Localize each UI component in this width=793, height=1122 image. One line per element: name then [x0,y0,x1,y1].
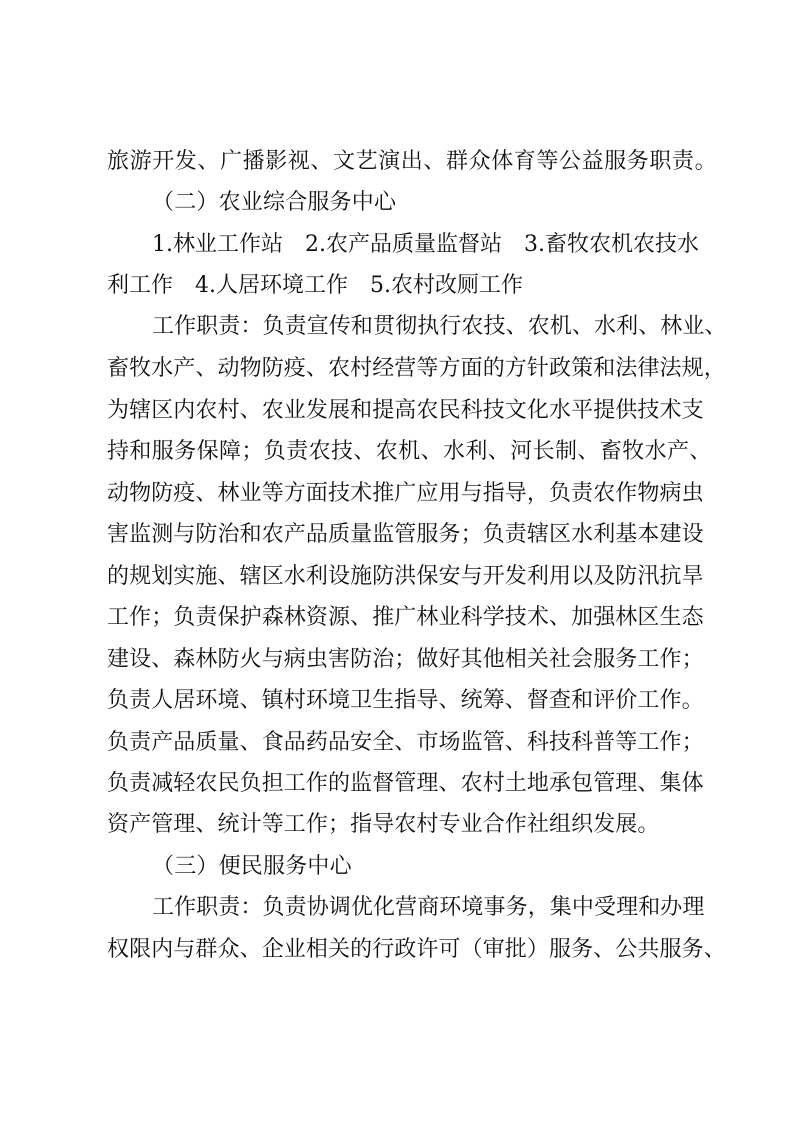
unit-list-line [107,271,793,301]
unit-list-line [152,230,793,260]
paragraph-line: 持和服务保障；负责农技、农机、水利、河长制、畜牧水产、 [107,439,712,464]
unit-item: 2.农产品质量监督站 [305,232,502,257]
paragraph-line: 害监测与防治和农产品质量监管服务；负责辖区水利基本建设 [107,522,704,547]
paragraph-line: 负责人居环境、镇村环境卫生指导、统筹、督查和评价工作。 [107,688,704,713]
paragraph-line: 负责减轻农民负担工作的监督管理、农村土地承包管理、集体 [107,771,704,796]
section-heading-service-center: （三）便民服务中心 [152,854,352,879]
paragraph-line: 资产管理、统计等工作；指导农村专业合作社组织发展。 [107,812,660,837]
unit-item: 利工作 [107,273,174,298]
paragraph-line: 工作职责：负责协调优化营商环境事务，集中受理和办理 [152,895,705,920]
paragraph-line: 工作；负责保护森林资源、推广林业科学技术、加强林区生态 [107,605,704,630]
section-heading-agriculture: （二）农业综合服务中心 [152,190,397,215]
paragraph-line: 旅游开发、广播影视、文艺演出、群众体育等公益服务职责。 [107,149,718,174]
paragraph-line: 负责产品质量、食品药品安全、市场监管、科技科普等工作； [107,730,704,755]
unit-item: 5.农村改厕工作 [370,273,524,298]
paragraph-line: 建设、森林防火与病虫害防治；做好其他相关社会服务工作； [107,647,704,672]
unit-item: 3.畜牧农机农技水 [524,232,699,257]
paragraph-line: 工作职责：负责宣传和贯彻执行农技、农机、水利、林业、 [152,314,727,339]
paragraph-line: 为辖区内农村、农业发展和提高农民科技文化水平提供技术支 [107,398,704,423]
paragraph-line: 权限内与群众、企业相关的行政许可（审批）服务、公共服务、 [107,937,726,962]
unit-item: 1.林业工作站 [152,232,283,257]
paragraph-line: 畜牧水产、动物防疫、农村经营等方面的方针政策和法律法规， [107,356,726,381]
paragraph-line: 的规划实施、辖区水利设施防洪保安与开发利用以及防汛抗旱 [107,564,704,589]
paragraph-line: 动物防疫、林业等方面技术推广应用与指导，负责农作物病虫 [107,481,704,506]
unit-item: 4.人居环境工作 [195,273,349,298]
